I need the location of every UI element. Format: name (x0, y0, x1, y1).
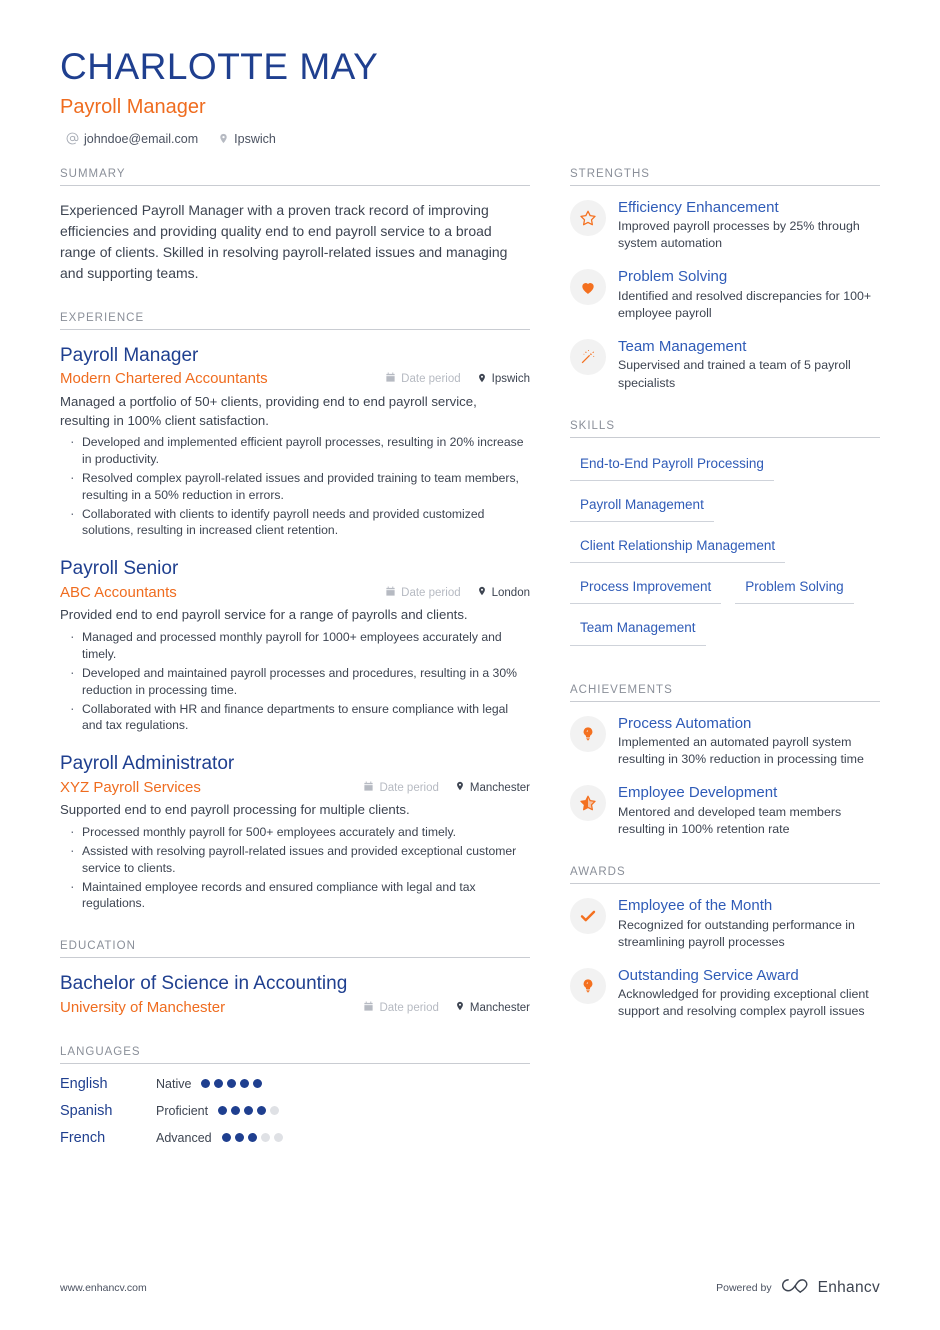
experience-entry (60, 344, 530, 540)
summary-text: Experienced Payroll Manager with a proven track record of improving efficiencies and providing quality end to end payroll service to a broad range of clients. Skilled in resolving payroll-related issues and managing and supporting teams. (60, 201, 508, 281)
achievement-body (618, 714, 880, 769)
award-body (618, 966, 880, 1021)
strength-item (570, 337, 880, 392)
at-sign-icon (66, 132, 79, 145)
map-pin-icon (477, 372, 487, 387)
skill-tag[interactable]: Problem Solving (735, 573, 853, 604)
list-item: · Developed and maintained payroll processes and procedures, resulting in a 30% reduction in processing time. (60, 665, 530, 699)
education-entry (60, 972, 530, 1017)
language-item (60, 1103, 310, 1119)
left-column (60, 168, 530, 1157)
section-strengths (570, 168, 880, 392)
language-level: Advanced (156, 1130, 212, 1145)
experience-description: Provided end to end payroll service for a range of payrolls and clients. (60, 607, 468, 623)
experience-role: Payroll Administrator (60, 753, 235, 775)
section-languages (60, 1046, 530, 1157)
strength-heading: Problem Solving (618, 268, 728, 286)
experience-date-value: Date period (379, 781, 439, 794)
experience-date (363, 781, 438, 795)
list-item: · Maintained employee records and ensured compliance with legal and tax regulations. (60, 879, 530, 913)
lightbulb-icon (570, 716, 606, 752)
page-footer (60, 1276, 880, 1300)
award-heading: Employee of the Month (618, 897, 773, 915)
enhancv-wordmark: Enhancv (817, 1279, 880, 1296)
list-item: · Assisted with resolving payroll-related issues and provided exceptional customer service to clients. (60, 843, 530, 877)
strength-description: Supervised and trained a team of 5 payroll specialists (618, 358, 851, 390)
rating-dot (214, 1079, 223, 1088)
experience-date-value: Date period (401, 586, 461, 599)
language-name: English (60, 1075, 108, 1092)
achievement-item (570, 714, 880, 769)
footer-branding (716, 1276, 880, 1300)
experience-location-value: London (491, 586, 530, 599)
calendar-icon (363, 781, 374, 795)
experience-role: Payroll Manager (60, 344, 199, 366)
section-experience (60, 312, 530, 913)
award-heading: Outstanding Service Award (618, 966, 799, 984)
strength-heading: Efficiency Enhancement (618, 198, 779, 216)
strength-description: Identified and resolved discrepancies for 100+ employee payroll (618, 288, 872, 320)
education-date (363, 1001, 438, 1015)
skill-tag[interactable]: End-to-End Payroll Processing (570, 450, 774, 481)
resume-header (0, 0, 940, 146)
strength-description: Improved payroll processes by 25% through system automation (618, 219, 860, 251)
experience-entry (60, 557, 530, 734)
rating-dot (235, 1133, 244, 1142)
contact-email[interactable] (66, 132, 198, 146)
experience-date (385, 586, 460, 600)
experience-meta (60, 369, 530, 389)
rating-dot (244, 1106, 253, 1115)
strengths-list (570, 198, 880, 392)
list-item: · Collaborated with HR and finance departments to ensure compliance with legal and tax regulations. (60, 701, 530, 735)
award-description: Recognized for outstanding performance in streamlining payroll processes (618, 917, 855, 949)
education-organization: University of Manchester (60, 999, 226, 1017)
language-item (60, 1076, 310, 1092)
section-title-languages: LANGUAGES (60, 1046, 530, 1064)
skill-tag[interactable]: Team Management (570, 614, 706, 645)
section-skills (570, 420, 880, 656)
section-title-experience: EXPERIENCE (60, 312, 530, 330)
education-date-value: Date period (379, 1001, 439, 1014)
powered-by-label: Powered by (716, 1282, 772, 1294)
lightbulb-icon (570, 968, 606, 1004)
achievement-body (618, 783, 880, 838)
star-half-icon (570, 785, 606, 821)
strength-item (570, 198, 880, 253)
rating-dot (270, 1106, 279, 1115)
section-title-skills: SKILLS (570, 420, 880, 438)
experience-date-value: Date period (401, 373, 461, 386)
languages-list (60, 1076, 530, 1157)
map-pin-icon (455, 780, 465, 795)
education-location-value: Manchester (469, 1001, 530, 1014)
language-level: Native (156, 1076, 192, 1091)
language-item (60, 1130, 310, 1146)
rating-dot (248, 1133, 257, 1142)
section-education (60, 940, 530, 1017)
rating-dot (227, 1079, 236, 1088)
language-name: Spanish (60, 1102, 113, 1119)
achievement-heading: Employee Development (618, 784, 778, 802)
skill-tag[interactable]: Client Relationship Management (570, 532, 785, 563)
rating-dot (274, 1133, 283, 1142)
strength-item (570, 267, 880, 322)
language-rating (222, 1133, 283, 1142)
heart-icon (570, 269, 606, 305)
experience-location-value: Ipswich (491, 373, 530, 386)
list-item: · Developed and implemented efficient payroll processes, resulting in 20% increase in productivity. (60, 434, 530, 468)
language-rating (201, 1079, 262, 1088)
experience-date (385, 372, 460, 386)
language-rating (218, 1106, 279, 1115)
awards-list (570, 896, 880, 1020)
enhancv-logo[interactable] (781, 1276, 880, 1300)
calendar-icon (385, 586, 396, 600)
skill-tag[interactable]: Process Improvement (570, 573, 721, 604)
experience-meta (60, 778, 530, 798)
achievement-heading: Process Automation (618, 714, 752, 732)
education-location (455, 1000, 530, 1015)
calendar-icon (363, 1001, 374, 1015)
calendar-icon (385, 372, 396, 386)
section-summary (60, 168, 530, 284)
rating-dot (253, 1079, 262, 1088)
magic-wand-icon (570, 339, 606, 375)
achievements-list (570, 714, 880, 838)
enhancv-mark-icon (781, 1276, 811, 1300)
contact-row (60, 132, 880, 146)
experience-organization: Modern Chartered Accountants (60, 370, 268, 388)
section-title-strengths: STRENGTHS (570, 168, 880, 186)
skills-list (570, 450, 880, 656)
contact-location-value: Ipswich (234, 131, 276, 146)
map-pin-icon (477, 585, 487, 600)
achievement-description: Implemented an automated payroll system resulting in 30% reduction in processing time (618, 735, 864, 767)
education-degree: Bachelor of Science in Accounting (60, 973, 348, 995)
experience-bullets (60, 629, 530, 734)
rating-dot (231, 1106, 240, 1115)
rating-dot (218, 1106, 227, 1115)
contact-email-value: johndoe@email.com (84, 131, 199, 146)
experience-description: Supported end to end payroll processing for multiple clients. (60, 802, 410, 818)
resume-columns (0, 168, 940, 1157)
rating-dot (222, 1133, 231, 1142)
award-body (618, 896, 880, 951)
experience-location (477, 585, 530, 600)
section-title-achievements: ACHIEVEMENTS (570, 684, 880, 702)
rating-dot (240, 1079, 249, 1088)
rating-dot (261, 1133, 270, 1142)
experience-meta (60, 583, 530, 603)
job-title: Payroll Manager (60, 95, 206, 118)
list-item: · Collaborated with clients to identify payroll needs and provided customized solutions, resulting in increased client retention. (60, 506, 530, 540)
education-meta (60, 998, 530, 1018)
experience-location (455, 780, 530, 795)
award-item (570, 966, 880, 1021)
award-item (570, 896, 880, 951)
experience-bullets (60, 824, 530, 912)
rating-dot (201, 1079, 210, 1088)
page-title: CHARLOTTE MAY (60, 46, 379, 87)
list-item: · Resolved complex payroll-related issues and provided training to team members, resulting in a 50% reduction in errors. (60, 470, 530, 504)
section-awards (570, 866, 880, 1020)
strength-body (618, 267, 880, 322)
experience-entry (60, 752, 530, 912)
language-level: Proficient (156, 1103, 209, 1118)
experience-bullets (60, 434, 530, 539)
strength-body (618, 337, 880, 392)
section-title-summary: SUMMARY (60, 168, 530, 186)
footer-url[interactable]: www.enhancv.com (60, 1282, 147, 1294)
section-title-awards: AWARDS (570, 866, 880, 884)
list-item: · Processed monthly payroll for 500+ employees accurately and timely. (60, 824, 530, 841)
right-column (570, 168, 880, 1157)
strength-heading: Team Management (618, 337, 747, 355)
map-pin-icon (455, 1000, 465, 1015)
map-pin-icon (218, 132, 229, 145)
experience-role: Payroll Senior (60, 558, 179, 580)
section-achievements (570, 684, 880, 838)
rating-dot (257, 1106, 266, 1115)
contact-location[interactable] (218, 132, 276, 146)
star-outline-icon (570, 200, 606, 236)
check-icon (570, 898, 606, 934)
strength-body (618, 198, 880, 253)
language-name: French (60, 1129, 106, 1146)
experience-location (477, 372, 530, 387)
achievement-item (570, 783, 880, 838)
skill-tag[interactable]: Payroll Management (570, 491, 714, 522)
achievement-description: Mentored and developed team members resulting in 100% retention rate (618, 804, 842, 836)
list-item: · Managed and processed monthly payroll for 1000+ employees accurately and timely. (60, 629, 530, 663)
experience-organization: ABC Accountants (60, 583, 177, 601)
award-description: Acknowledged for providing exceptional client support and resolving complex payroll issues (618, 987, 869, 1019)
experience-organization: XYZ Payroll Services (60, 778, 201, 796)
experience-location-value: Manchester (469, 781, 530, 794)
experience-description: Managed a portfolio of 50+ clients, providing end to end payroll service, resulting in 100% client satisfaction. (60, 393, 477, 428)
section-title-education: EDUCATION (60, 940, 530, 958)
